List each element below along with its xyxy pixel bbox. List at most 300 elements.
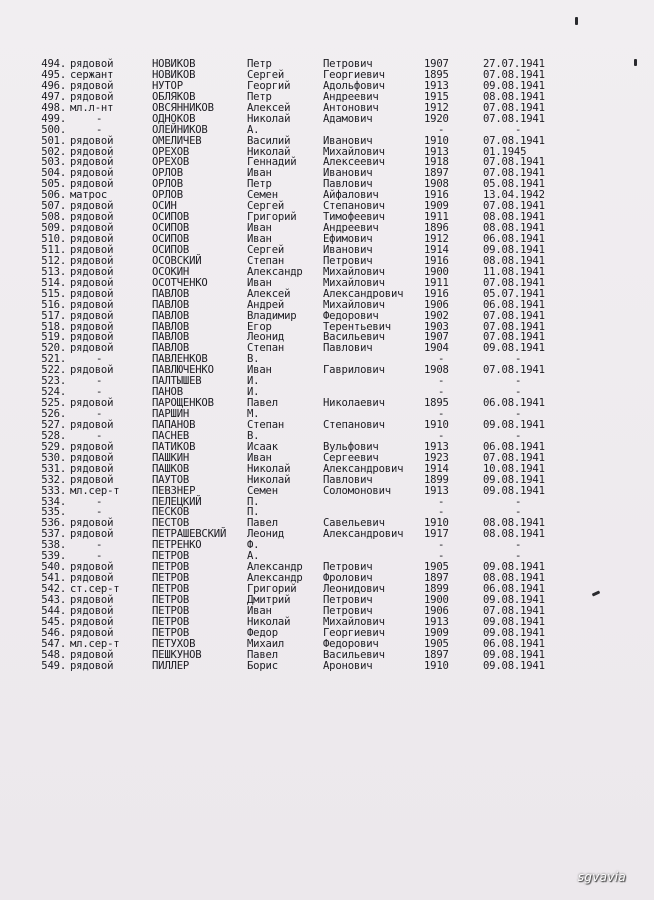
rank-cell: рядовой (70, 145, 114, 158)
birth-year-cell: 1905 (424, 637, 449, 650)
row-number: 538. (41, 539, 66, 552)
surname-cell: ПЕТРОВ (152, 593, 190, 606)
date-cell: 05.07.1941 (483, 287, 545, 300)
birth-year-cell: 1910 (424, 134, 449, 147)
row-number: 541. (41, 572, 66, 585)
rank-cell: рядовой (70, 90, 114, 103)
name-cell: Иван (247, 167, 272, 180)
patronymic-cell: Михайлович (323, 615, 385, 628)
birth-year-cell: 1900 (424, 265, 449, 278)
rank-cell: - (96, 495, 103, 508)
rank-cell: рядовой (70, 233, 114, 245)
name-cell: Василий (247, 134, 291, 147)
surname-cell: ПЕТРЕНКО (152, 539, 202, 552)
name-cell: Сергей (247, 200, 285, 213)
table-row (0, 639, 654, 650)
name-cell: И. (247, 375, 260, 388)
date-cell: 09.08.1941 (483, 593, 545, 606)
surname-cell: ОВСЯННИКОВ (152, 101, 214, 114)
row-number: 495. (41, 68, 66, 81)
date-cell: 07.08.1941 (483, 309, 545, 322)
rank-cell: рядовой (70, 298, 114, 311)
birth-year-cell: 1899 (424, 583, 449, 595)
birth-year-cell: 1907 (424, 58, 449, 70)
rank-cell: рядовой (70, 167, 114, 180)
row-number: 508. (41, 211, 66, 224)
birth-year-cell: 1910 (424, 517, 449, 530)
name-cell: Алексей (247, 287, 291, 300)
patronymic-cell: Адольфович (323, 79, 385, 92)
date-cell: 09.08.1941 (483, 79, 545, 92)
name-cell: Николай (247, 473, 291, 486)
date-cell: 07.08.1941 (483, 68, 545, 81)
name-cell: Иван (247, 604, 272, 617)
birth-year-cell: 1914 (424, 462, 449, 475)
birth-year-cell: - (438, 408, 445, 420)
table-row (0, 114, 654, 125)
birth-year-cell: 1923 (424, 451, 449, 464)
row-number: 536. (41, 517, 66, 530)
birth-year-cell: 1917 (424, 528, 449, 541)
date-cell: 01.1945 (483, 145, 527, 158)
surname-cell: ПАЛТЫШЕВ (152, 375, 202, 388)
row-number: 503. (41, 156, 66, 169)
patronymic-cell: Вульфович (323, 440, 379, 453)
row-number: 494. (41, 58, 66, 70)
date-cell: 06.08.1941 (483, 233, 545, 245)
surname-cell: ПАПАНОВ (152, 418, 196, 431)
date-cell: 07.08.1941 (483, 134, 545, 147)
date-cell: 07.08.1941 (483, 331, 545, 344)
date-cell: 09.08.1941 (483, 615, 545, 628)
birth-year-cell: 1910 (424, 659, 449, 672)
rank-cell: - (96, 375, 103, 388)
date-cell: 08.08.1941 (483, 90, 545, 103)
patronymic-cell: Михайлович (323, 298, 385, 311)
birth-year-cell: 1913 (424, 440, 449, 453)
rank-cell: матрос (70, 189, 108, 202)
row-number: 514. (41, 276, 66, 289)
name-cell: Иван (247, 451, 272, 464)
birth-year-cell: - (438, 539, 445, 552)
birth-year-cell: 1916 (424, 189, 449, 202)
name-cell: В. (247, 353, 260, 366)
date-cell: 07.08.1941 (483, 604, 545, 617)
name-cell: Николай (247, 145, 291, 158)
name-cell: Григорий (247, 211, 297, 224)
patronymic-cell: Степанович (323, 418, 385, 431)
birth-year-cell: 1897 (424, 167, 449, 180)
surname-cell: ПАВЛЕНКОВ (152, 353, 208, 366)
patronymic-cell: Гаврилович (323, 364, 385, 377)
date-cell: 09.08.1941 (483, 659, 545, 672)
surname-cell: ПЕТРОВ (152, 550, 190, 563)
name-cell: Исаак (247, 440, 278, 453)
birth-year-cell: 1905 (424, 561, 449, 574)
row-number: 512. (41, 254, 66, 267)
birth-year-cell: 1906 (424, 298, 449, 311)
watermark: sgvavia (577, 870, 626, 884)
name-cell: Павел (247, 397, 278, 410)
date-cell: - (515, 386, 522, 399)
date-cell: 05.08.1941 (483, 178, 545, 191)
row-number: 523. (41, 375, 66, 388)
rank-cell: рядовой (70, 626, 114, 639)
birth-year-cell: 1902 (424, 309, 449, 322)
date-cell: 07.08.1941 (483, 364, 545, 377)
birth-year-cell: 1908 (424, 178, 449, 191)
surname-cell: ПЕТУХОВ (152, 637, 196, 650)
surname-cell: ОСИПОВ (152, 222, 190, 235)
date-cell: 13.04.1942 (483, 189, 545, 202)
date-cell: 27.07.1941 (483, 58, 545, 70)
row-number: 509. (41, 222, 66, 235)
patronymic-cell: Павлович (323, 178, 373, 191)
name-cell: А. (247, 123, 260, 136)
rank-cell: рядовой (70, 254, 114, 267)
date-cell: 07.08.1941 (483, 167, 545, 180)
surname-cell: ОРЛОВ (152, 167, 183, 180)
birth-year-cell: 1911 (424, 276, 449, 289)
surname-cell: ОРЕХОВ (152, 145, 190, 158)
rank-cell: рядовой (70, 287, 114, 300)
row-number: 507. (41, 200, 66, 213)
row-number: 520. (41, 342, 66, 355)
patronymic-cell: Ефимович (323, 233, 373, 245)
birth-year-cell: - (438, 353, 445, 366)
row-number: 521. (41, 353, 66, 366)
surname-cell: ПЕТРОВ (152, 583, 190, 595)
birth-year-cell: 1913 (424, 484, 449, 497)
surname-cell: ОМЕЛИЧЕВ (152, 134, 202, 147)
date-cell: - (515, 353, 522, 366)
rank-cell: сержант (70, 68, 114, 81)
name-cell: Владимир (247, 309, 297, 322)
rank-cell: рядовой (70, 517, 114, 530)
patronymic-cell: Павлович (323, 473, 373, 486)
surname-cell: ПАТИКОВ (152, 440, 196, 453)
rank-cell: рядовой (70, 58, 114, 70)
rank-cell: рядовой (70, 561, 114, 574)
row-number: 501. (41, 134, 66, 147)
date-cell: - (515, 506, 522, 519)
birth-year-cell: 1900 (424, 593, 449, 606)
row-number: 496. (41, 79, 66, 92)
birth-year-cell: 1912 (424, 233, 449, 245)
surname-cell: ПЕВЗНЕР (152, 484, 196, 497)
surname-cell: ПАВЛОВ (152, 309, 190, 322)
date-cell: - (515, 495, 522, 508)
patronymic-cell: Леонидович (323, 583, 385, 595)
rank-cell: - (96, 408, 103, 420)
birth-year-cell: - (438, 375, 445, 388)
date-cell: 08.08.1941 (483, 572, 545, 585)
rank-cell: рядовой (70, 473, 114, 486)
patronymic-cell: Андреевич (323, 90, 379, 103)
name-cell: Алексей (247, 101, 291, 114)
surname-cell: ПЕШКУНОВ (152, 648, 202, 661)
rank-cell: рядовой (70, 451, 114, 464)
birth-year-cell: 1911 (424, 211, 449, 224)
date-cell: 07.08.1941 (483, 156, 545, 169)
name-cell: Иван (247, 233, 272, 245)
patronymic-cell: Антонович (323, 101, 379, 114)
patronymic-cell: Иванович (323, 243, 373, 256)
birth-year-cell: 1916 (424, 287, 449, 300)
surname-cell: ОСОВСКИЙ (152, 254, 202, 267)
row-number: 548. (41, 648, 66, 661)
patronymic-cell: Александрович (323, 462, 404, 475)
date-cell: 09.08.1941 (483, 561, 545, 574)
row-number: 530. (41, 451, 66, 464)
surname-cell: ОСОКИН (152, 265, 190, 278)
surname-cell: ПИЛЛЕР (152, 659, 190, 672)
patronymic-cell: Соломонович (323, 484, 391, 497)
patronymic-cell: Георгиевич (323, 68, 385, 81)
date-cell: 09.08.1941 (483, 626, 545, 639)
row-number: 534. (41, 495, 66, 508)
surname-cell: ПАВЛОВ (152, 287, 190, 300)
row-number: 499. (41, 112, 66, 125)
name-cell: Павел (247, 517, 278, 530)
name-cell: Александр (247, 265, 303, 278)
patronymic-cell: Павлович (323, 342, 373, 355)
surname-cell: ПАВЛОВ (152, 342, 190, 355)
row-number: 529. (41, 440, 66, 453)
name-cell: П. (247, 495, 260, 508)
patronymic-cell: Петрович (323, 604, 373, 617)
birth-year-cell: 1912 (424, 101, 449, 114)
patronymic-cell: Алексеевич (323, 156, 385, 169)
row-number: 498. (41, 101, 66, 114)
birth-year-cell: 1909 (424, 200, 449, 213)
name-cell: Николай (247, 462, 291, 475)
rank-cell: рядовой (70, 572, 114, 585)
row-number: 513. (41, 265, 66, 278)
name-cell: Иван (247, 364, 272, 377)
rank-cell: ст.сер-т (70, 583, 120, 595)
rank-cell: рядовой (70, 156, 114, 169)
surname-cell: ПАШКИН (152, 451, 190, 464)
name-cell: Андрей (247, 298, 285, 311)
scan-mark (575, 17, 578, 25)
row-number: 544. (41, 604, 66, 617)
surname-cell: ПЕТРОВ (152, 561, 190, 574)
name-cell: Геннадий (247, 156, 297, 169)
surname-cell: ПАРОЩЕНКОВ (152, 397, 214, 410)
patronymic-cell: Степанович (323, 200, 385, 213)
name-cell: Сергей (247, 68, 285, 81)
patronymic-cell: Адамович (323, 112, 373, 125)
table-row (0, 464, 654, 475)
patronymic-cell: Александрович (323, 287, 404, 300)
date-cell: 07.08.1941 (483, 101, 545, 114)
rank-cell: - (96, 353, 103, 366)
surname-cell: ПАШКОВ (152, 462, 190, 475)
surname-cell: ПАВЛЮЧЕНКО (152, 364, 214, 377)
rank-cell: рядовой (70, 178, 114, 191)
rank-cell: рядовой (70, 615, 114, 628)
birth-year-cell: 1904 (424, 342, 449, 355)
birth-year-cell: 1913 (424, 79, 449, 92)
patronymic-cell: Михайлович (323, 265, 385, 278)
surname-cell: НУТОР (152, 79, 183, 92)
surname-cell: ПЕТРОВ (152, 604, 190, 617)
date-cell: 08.08.1941 (483, 211, 545, 224)
date-cell: 08.08.1941 (483, 254, 545, 267)
patronymic-cell: Андреевич (323, 222, 379, 235)
birth-year-cell: 1915 (424, 90, 449, 103)
row-number: 505. (41, 178, 66, 191)
row-number: 522. (41, 364, 66, 377)
row-number: 519. (41, 331, 66, 344)
rank-cell: - (96, 429, 103, 442)
patronymic-cell: Тимофеевич (323, 211, 385, 224)
surname-cell: ПАСНЕВ (152, 429, 190, 442)
name-cell: Григорий (247, 583, 297, 595)
surname-cell: ОРЛОВ (152, 189, 183, 202)
name-cell: П. (247, 506, 260, 519)
rank-cell: - (96, 123, 103, 136)
name-cell: А. (247, 550, 260, 563)
name-cell: Леонид (247, 528, 285, 541)
birth-year-cell: 1910 (424, 418, 449, 431)
surname-cell: ОСИПОВ (152, 211, 190, 224)
patronymic-cell: Петрович (323, 561, 373, 574)
name-cell: Дмитрий (247, 593, 291, 606)
name-cell: Павел (247, 648, 278, 661)
name-cell: Степан (247, 342, 285, 355)
birth-year-cell: 1916 (424, 254, 449, 267)
date-cell: 09.08.1941 (483, 648, 545, 661)
birth-year-cell: 1918 (424, 156, 449, 169)
name-cell: Семен (247, 484, 278, 497)
surname-cell: НОВИКОВ (152, 58, 196, 70)
surname-cell: ОСИН (152, 200, 177, 213)
name-cell: И. (247, 386, 260, 399)
surname-cell: ОСОТЧЕНКО (152, 276, 208, 289)
name-cell: Петр (247, 58, 272, 70)
surname-cell: ПЕТРАШЕВСКИЙ (152, 528, 227, 541)
table-row (0, 289, 654, 300)
row-number: 518. (41, 320, 66, 333)
patronymic-cell: Петрович (323, 593, 373, 606)
name-cell: Семен (247, 189, 278, 202)
date-cell: 07.08.1941 (483, 320, 545, 333)
rank-cell: рядовой (70, 320, 114, 333)
row-number: 528. (41, 429, 66, 442)
rank-cell: рядовой (70, 462, 114, 475)
rank-cell: рядовой (70, 418, 114, 431)
patronymic-cell: Савельевич (323, 517, 385, 530)
rank-cell: рядовой (70, 309, 114, 322)
birth-year-cell: 1914 (424, 243, 449, 256)
row-number: 506. (41, 189, 66, 202)
table-row (0, 650, 654, 661)
date-cell: 09.08.1941 (483, 243, 545, 256)
birth-year-cell: 1899 (424, 473, 449, 486)
row-number: 500. (41, 123, 66, 136)
date-cell: 08.08.1941 (483, 222, 545, 235)
name-cell: Петр (247, 90, 272, 103)
name-cell: Сергей (247, 243, 285, 256)
row-number: 527. (41, 418, 66, 431)
rank-cell: рядовой (70, 648, 114, 661)
table-row (0, 661, 654, 672)
date-cell: 08.08.1941 (483, 528, 545, 541)
name-cell: Степан (247, 254, 285, 267)
surname-cell: ПАВЛОВ (152, 331, 190, 344)
name-cell: Егор (247, 320, 272, 333)
name-cell: Михаил (247, 637, 285, 650)
birth-year-cell: - (438, 123, 445, 136)
casualty-list-table (0, 59, 654, 672)
date-cell: 06.08.1941 (483, 583, 545, 595)
birth-year-cell: 1897 (424, 572, 449, 585)
row-number: 525. (41, 397, 66, 410)
surname-cell: ОДНОКОВ (152, 112, 196, 125)
patronymic-cell: Иванович (323, 134, 373, 147)
patronymic-cell: Сергеевич (323, 451, 379, 464)
rank-cell: - (96, 506, 103, 519)
birth-year-cell: 1920 (424, 112, 449, 125)
surname-cell: ПАВЛОВ (152, 298, 190, 311)
rank-cell: рядовой (70, 342, 114, 355)
name-cell: Николай (247, 615, 291, 628)
row-number: 515. (41, 287, 66, 300)
surname-cell: ПАУТОВ (152, 473, 190, 486)
rank-cell: рядовой (70, 364, 114, 377)
surname-cell: ОРЕХОВ (152, 156, 190, 169)
rank-cell: рядовой (70, 659, 114, 672)
table-row (0, 136, 654, 147)
rank-cell: рядовой (70, 397, 114, 410)
date-cell: 06.08.1941 (483, 440, 545, 453)
date-cell: - (515, 375, 522, 388)
birth-year-cell: 1913 (424, 615, 449, 628)
date-cell: 08.08.1941 (483, 517, 545, 530)
surname-cell: ОБЛЯКОВ (152, 90, 196, 103)
birth-year-cell: - (438, 429, 445, 442)
date-cell: 10.08.1941 (483, 462, 545, 475)
birth-year-cell: - (438, 506, 445, 519)
birth-year-cell: 1906 (424, 604, 449, 617)
patronymic-cell: Михайлович (323, 145, 385, 158)
row-number: 497. (41, 90, 66, 103)
date-cell: - (515, 539, 522, 552)
surname-cell: ПЕСТОВ (152, 517, 190, 530)
rank-cell: рядовой (70, 276, 114, 289)
rank-cell: рядовой (70, 604, 114, 617)
patronymic-cell: Михайлович (323, 276, 385, 289)
row-number: 504. (41, 167, 66, 180)
patronymic-cell: Николаевич (323, 397, 385, 410)
date-cell: 09.08.1941 (483, 418, 545, 431)
row-number: 516. (41, 298, 66, 311)
table-row (0, 486, 654, 497)
row-number: 545. (41, 615, 66, 628)
name-cell: Александр (247, 572, 303, 585)
rank-cell: мл.сер-т (70, 637, 120, 650)
date-cell: 06.08.1941 (483, 637, 545, 650)
rank-cell: рядовой (70, 200, 114, 213)
patronymic-cell: Айфалович (323, 189, 379, 202)
date-cell: 09.08.1941 (483, 473, 545, 486)
row-number: 537. (41, 528, 66, 541)
birth-year-cell: 1897 (424, 648, 449, 661)
date-cell: 06.08.1941 (483, 397, 545, 410)
rank-cell: мл.л-нт (70, 101, 114, 114)
